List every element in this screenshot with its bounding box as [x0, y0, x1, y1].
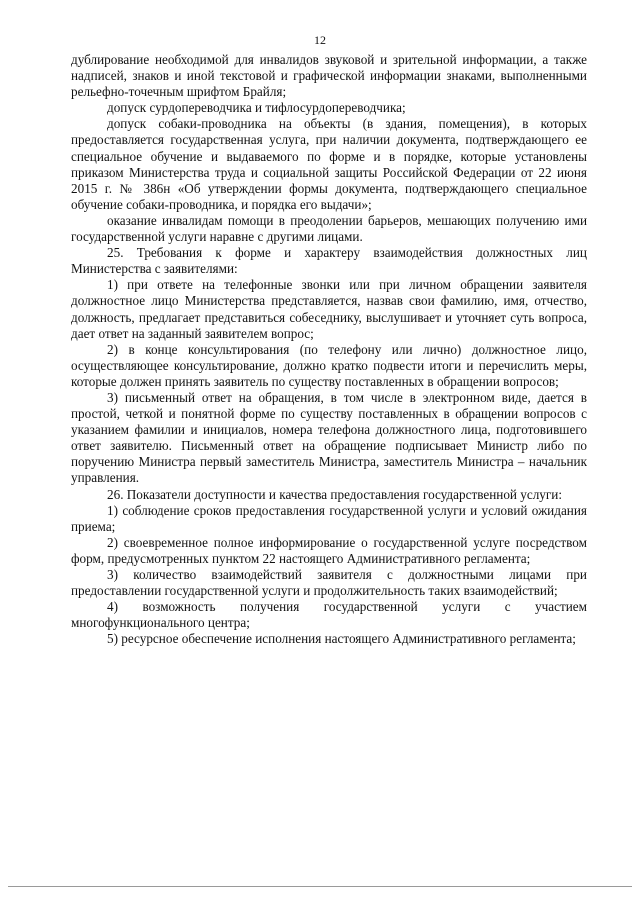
paragraph-sign-interpreter: допуск сурдопереводчика и тифлосурдопереводчика; [107, 100, 406, 116]
paragraph-item-25-2: 2) в конце консультирования (по телефону или лично) должностное лицо, осуществляющее консультирование, должно кратко подвести итоги и перечислить меры, которые должен принять заявитель по существу поставленных в обращении вопросов; [71, 341, 587, 389]
paragraph-item-25-3: 3) письменный ответ на обращения, в том числе в электронном виде, дается в простой, четкой и понятной форме по существу поставленных в обращении вопросов с указанием фамилии и инициалов, номера телефона должностного лица, подготовившего ответ заявителю. Письменный ответ на обращение подписывает Министр либо по поручению Министра первый заместитель Министра, заместитель Министра – начальник управления. [71, 389, 587, 486]
page-number: 12 [314, 33, 326, 47]
paragraph-braille-duplication: дублирование необходимой для инвалидов звуковой и зрительной информации, а также надписей, знаков и иной текстовой и графической информации знаками, выполненными рельефно-точечным шрифтом Брайля; [71, 52, 587, 100]
paragraph-item-25: 25. Требования к форме и характеру взаимодействия должностных лиц Министерства с заявителями: [71, 245, 587, 277]
paragraph-item-26-5: 5) ресурсное обеспечение исполнения настоящего Административного регламента; [107, 631, 576, 647]
paragraph-item-25-1: 1) при ответе на телефонные звонки или при личном обращении заявителя должностное лицо Министерства представляется, назвав свои фамилию, имя, отчество, должность, предлагает представиться собеседнику, выслушивает и уточняет суть вопроса, дает ответ на заданный заявителем вопрос; [71, 277, 587, 341]
paragraph-item-26-3: 3) количество взаимодействий заявителя с должностными лицами при предоставлении государственной услуги и продолжительность таких взаимодействий; [71, 567, 587, 599]
paragraph-item-26: 26. Показатели доступности и качества предоставления государственной услуги: [107, 486, 563, 502]
paragraph-item-26-4: 4) возможность получения государственной услуги с участием многофункционального центра; [71, 599, 587, 631]
paragraph-guide-dog: допуск собаки-проводника на объекты (в здания, помещения), в которых предоставляется государственная услуга, при наличии документа, подтверждающего ее специальное обучение и выдаваемого по форме и в порядке, которые установлены приказом Министерства труда и социальной защиты Российской Федерации от 22 июня 2015 г. № 386н «Об утверждении формы документа, подтверждающего специальное обучение собаки-проводника, и порядка его выдачи»; [71, 116, 587, 212]
page-bottom-rule [8, 886, 632, 887]
paragraph-barrier-assistance: оказание инвалидам помощи в преодолении барьеров, мешающих получению ими государственной услуги наравне с другими лицами. [71, 212, 587, 245]
paragraph-item-26-2: 2) своевременное полное информирование о государственной услуге посредством форм, предусмотренных пунктом 22 настоящего Административного регламента; [71, 534, 587, 566]
document-body [71, 52, 587, 647]
paragraph-item-26-1: 1) соблюдение сроков предоставления государственной услуги и условий ожидания приема; [71, 502, 587, 534]
